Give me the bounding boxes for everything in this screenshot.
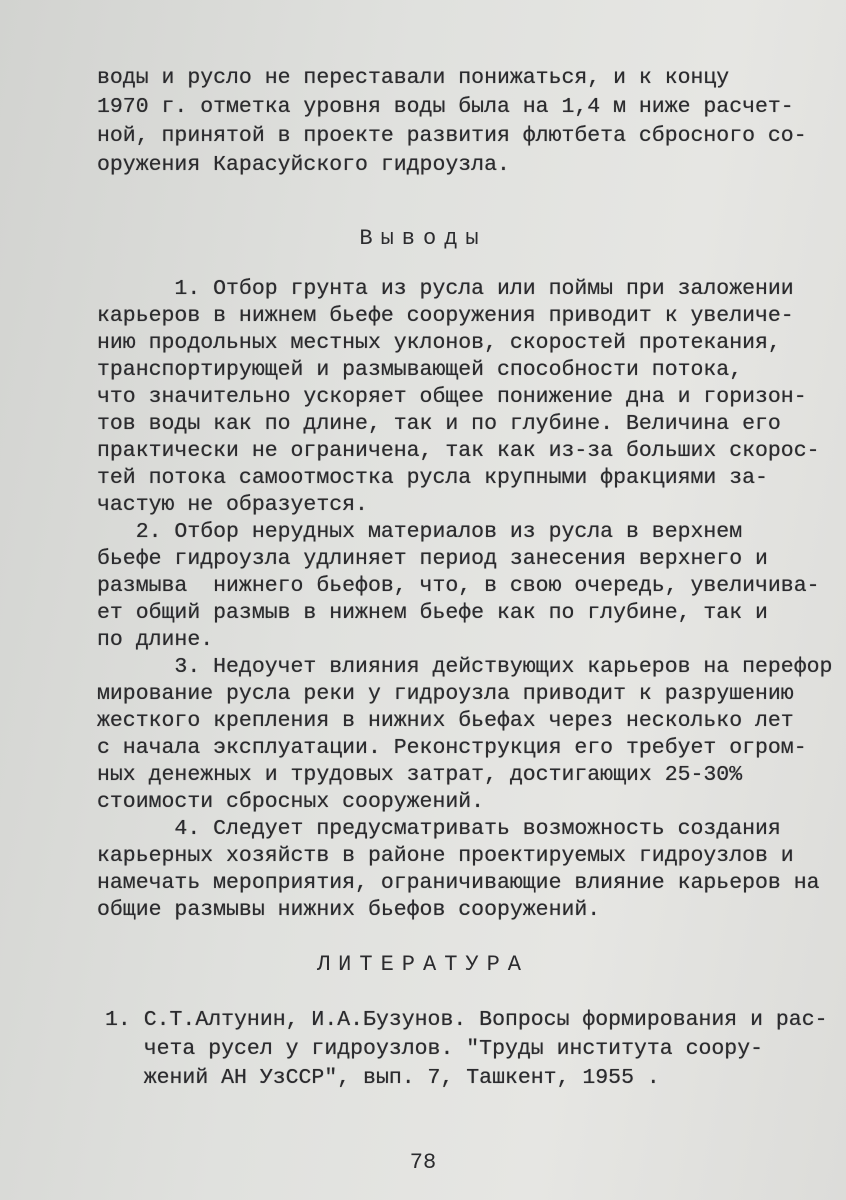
text-line: 1. Отбор грунта из русла или поймы при заложении	[97, 277, 794, 301]
text-line: ной, принятой в проекте развития флютбета сбросного со-	[97, 124, 807, 148]
reference-line: чета русел у гидроузлов. "Труды института соору-	[105, 1037, 764, 1061]
conclusions-heading: Выводы	[359, 226, 487, 251]
reference-line: 1. С.Т.Алтунин, И.А.Бузунов. Вопросы формирования и рас-	[105, 1008, 828, 1032]
text-line: жесткого крепления в нижних бьефах через несколько лет	[97, 709, 794, 733]
page-number: 78	[409, 1150, 437, 1175]
text-line: нию продольных местных уклонов, скоростей протекания,	[97, 331, 781, 355]
text-line: транспортирующей и размывающей способности потока,	[97, 358, 743, 382]
text-line: карьерных хозяйств в районе проектируемых гидроузлов и	[97, 844, 794, 868]
text-line: стоимости сбросных сооружений.	[97, 790, 485, 814]
text-line: практически не ограничена, так как из-за больших скорос-	[97, 439, 820, 463]
text-line: тов воды как по длине, так и по глубине. Величина его	[97, 412, 781, 436]
text-line: размыва нижнего бьефов, что, в свою очередь, увеличива-	[97, 574, 820, 598]
text-line: общие размывы нижних бьефов сооружений.	[97, 898, 601, 922]
text-line: оружения Карасуйского гидроузла.	[97, 153, 510, 177]
text-line: воды и русло не переставали понижаться, и к концу	[97, 66, 730, 90]
text-line: 2. Отбор нерудных материалов из русла в верхнем	[97, 520, 743, 544]
text-line: намечать мероприятия, ограничивающие влияние карьеров на	[97, 871, 820, 895]
intro-paragraph	[97, 64, 837, 180]
text-line: что значительно ускоряет общее понижение дна и горизон-	[97, 385, 807, 409]
text-line: с начала эксплуатации. Реконструкция его требует огром-	[97, 736, 807, 760]
text-line: бьефе гидроузла удлиняет период занесения верхнего и	[97, 547, 768, 571]
text-line: карьеров в нижнем бьефе сооружения приводит к увеличе-	[97, 304, 794, 328]
reference-line: жений АН УзССР", вып. 7, Ташкент, 1955 .	[105, 1066, 660, 1090]
references-heading: ЛИТЕРАТУРА	[316, 952, 530, 977]
text-line: ет общий размыв в нижнем бьефе как по глубине, так и	[97, 601, 768, 625]
text-line: частую не образуется.	[97, 493, 368, 517]
text-line: ных денежных и трудовых затрат, достигающих 25-30%	[97, 763, 743, 787]
text-line: 1970 г. отметка уровня воды была на 1,4 м ниже расчет-	[97, 95, 794, 119]
text-line: по длине.	[97, 628, 214, 652]
text-line: мирование русла реки у гидроузла приводит к разрушению	[97, 682, 794, 706]
text-line: 3. Недоучет влияния действующих карьеров на перефор	[97, 655, 833, 679]
conclusions-list	[97, 276, 837, 924]
text-line: 4. Следует предусматривать возможность создания	[97, 817, 781, 841]
text-line: тей потока самоотмостка русла крупными фракциями за-	[97, 466, 768, 490]
references-list	[105, 1006, 845, 1093]
